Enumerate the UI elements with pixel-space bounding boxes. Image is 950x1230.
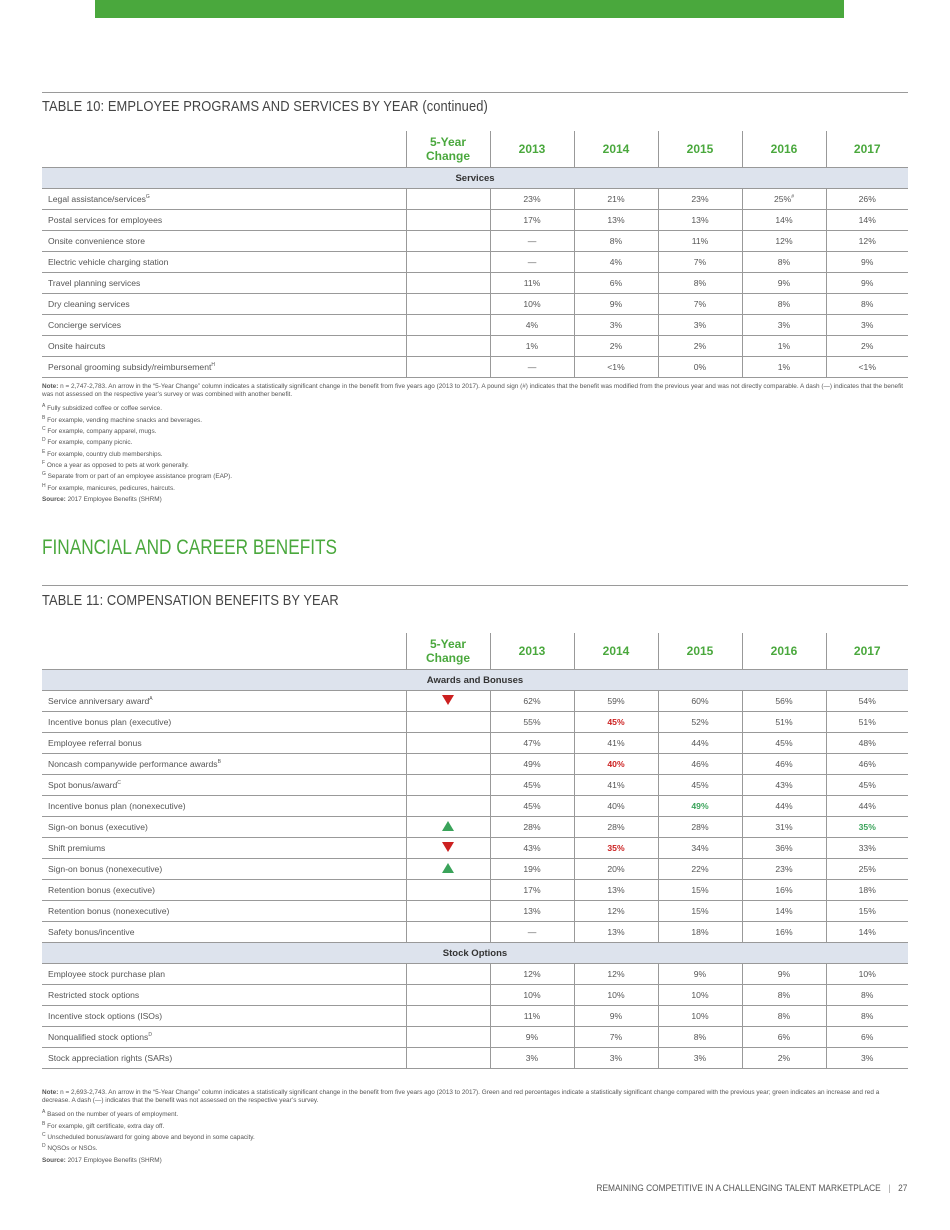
- table10-col-header-0: [42, 131, 406, 168]
- value-cell: 2%: [658, 336, 742, 357]
- table11-row: [42, 1027, 908, 1048]
- footer-separator: |: [887, 1183, 891, 1194]
- value-cell: 9%: [658, 964, 742, 985]
- value-cell: 47%: [490, 733, 574, 754]
- row-label: Service anniversary award$^A$: [42, 691, 406, 712]
- value-cell: 10%: [658, 1006, 742, 1027]
- value-cell: 23%: [490, 189, 574, 210]
- value-cell: 18%: [658, 922, 742, 943]
- five-year-change-cell: [406, 859, 490, 880]
- table10-footnote: $^A$ Fully subsidized coffee or coffee service.: [42, 403, 162, 413]
- value-cell: 26%: [826, 189, 908, 210]
- row-label: Retention bonus (executive): [42, 880, 406, 901]
- five-year-change-cell: [406, 775, 490, 796]
- table11-header-row: [42, 633, 908, 670]
- value-cell: <1%: [574, 357, 658, 378]
- value-cell: 8%: [826, 294, 908, 315]
- five-year-change-cell: [406, 189, 490, 210]
- value-cell: 3%: [574, 315, 658, 336]
- table11-row: [42, 775, 908, 796]
- value-cell: 3%: [658, 1048, 742, 1069]
- table10-col-header-2: 2013: [490, 131, 574, 168]
- five-year-change-cell: [406, 754, 490, 775]
- five-year-change-cell: [406, 336, 490, 357]
- row-label: Shift premiums: [42, 838, 406, 859]
- value-cell: 21%: [574, 189, 658, 210]
- row-label: Nonqualified stock options$^D$: [42, 1027, 406, 1048]
- table11-col-header-4: 2015: [658, 633, 742, 670]
- table10-footnote: $^H$ For example, manicures, pedicures, haircuts.: [42, 482, 175, 492]
- five-year-change-cell: [406, 294, 490, 315]
- value-cell: 45%: [574, 712, 658, 733]
- value-cell: 28%: [574, 817, 658, 838]
- value-cell: 3%: [658, 315, 742, 336]
- value-cell: 3%: [826, 1048, 908, 1069]
- row-label: Restricted stock options: [42, 985, 406, 1006]
- table11-row: [42, 964, 908, 985]
- five-year-change-cell: [406, 733, 490, 754]
- value-cell: 8%: [826, 985, 908, 1006]
- value-cell: 12%: [490, 964, 574, 985]
- five-year-change-cell: [406, 901, 490, 922]
- table10-footnote: $^E$ For example, country club memberships.: [42, 448, 163, 458]
- increase-arrow-icon: [442, 821, 454, 831]
- table11-row: [42, 922, 908, 943]
- value-cell: 4%: [574, 252, 658, 273]
- value-cell: 7%: [658, 294, 742, 315]
- value-cell: 28%: [490, 817, 574, 838]
- value-cell: 41%: [574, 775, 658, 796]
- table10-footnote: $^B$ For example, vending machine snacks and beverages.: [42, 414, 203, 424]
- value-cell: 45%: [826, 775, 908, 796]
- table10-footnotes: [42, 402, 908, 493]
- value-cell: 44%: [742, 796, 826, 817]
- value-cell: 11%: [658, 231, 742, 252]
- table10-footnote: $^D$ For example, company picnic.: [42, 437, 133, 447]
- top-green-bar: [95, 0, 844, 18]
- section-title: FINANCIAL AND CAREER BENEFITS: [42, 536, 338, 559]
- five-year-change-cell: [406, 796, 490, 817]
- row-label: Retention bonus (nonexecutive): [42, 901, 406, 922]
- row-label: Postal services for employees: [42, 210, 406, 231]
- value-cell: 17%: [490, 880, 574, 901]
- row-label: Sign-on bonus (executive): [42, 817, 406, 838]
- table11-row: [42, 754, 908, 775]
- value-cell: 13%: [574, 210, 658, 231]
- table11-row: [42, 1048, 908, 1069]
- value-cell: 9%: [826, 273, 908, 294]
- row-label: Travel planning services: [42, 273, 406, 294]
- page-number: 27: [897, 1183, 907, 1194]
- table10-footnote: $^G$ Separate from or part of an employee assistance program (EAP).: [42, 471, 233, 481]
- value-cell: 49%: [658, 796, 742, 817]
- value-cell: 3%: [742, 315, 826, 336]
- value-cell: 35%: [826, 817, 908, 838]
- value-cell: 3%: [574, 1048, 658, 1069]
- five-year-change-cell: [406, 985, 490, 1006]
- value-cell: 12%: [574, 901, 658, 922]
- table10-row: [42, 315, 908, 336]
- table11-row: [42, 880, 908, 901]
- row-label: Safety bonus/incentive: [42, 922, 406, 943]
- value-cell: 46%: [742, 754, 826, 775]
- value-cell: 13%: [658, 210, 742, 231]
- value-cell: 11%: [490, 273, 574, 294]
- table11-row: [42, 796, 908, 817]
- value-cell: 12%: [574, 964, 658, 985]
- table10-row: [42, 252, 908, 273]
- five-year-change-cell: [406, 210, 490, 231]
- row-label: Incentive stock options (ISOs): [42, 1006, 406, 1027]
- value-cell: 16%: [742, 880, 826, 901]
- table10-row: [42, 231, 908, 252]
- value-cell: —: [490, 231, 574, 252]
- value-cell: —: [490, 922, 574, 943]
- value-cell: 51%: [742, 712, 826, 733]
- five-year-change-cell: [406, 1027, 490, 1048]
- value-cell: 44%: [826, 796, 908, 817]
- table10-col-header-4: 2015: [658, 131, 742, 168]
- table11-footnote: $^D$ NQSOs or NSOs.: [42, 1143, 98, 1153]
- value-cell: 15%: [826, 901, 908, 922]
- value-cell: 3%: [490, 1048, 574, 1069]
- five-year-change-cell: [406, 252, 490, 273]
- value-cell: 13%: [574, 922, 658, 943]
- row-label: Onsite convenience store: [42, 231, 406, 252]
- table10-row: [42, 294, 908, 315]
- table11-row: [42, 859, 908, 880]
- page-footer: [596, 1183, 907, 1194]
- increase-arrow-icon: [442, 863, 454, 873]
- value-cell: 8%: [574, 231, 658, 252]
- value-cell: 9%: [574, 1006, 658, 1027]
- value-cell: 10%: [658, 985, 742, 1006]
- row-label: Concierge services: [42, 315, 406, 336]
- decrease-arrow-icon: [442, 842, 454, 852]
- value-cell: 6%: [826, 1027, 908, 1048]
- table10-notes: [42, 383, 908, 504]
- value-cell: 34%: [658, 838, 742, 859]
- five-year-change-cell: [406, 1048, 490, 1069]
- row-label: Incentive bonus plan (nonexecutive): [42, 796, 406, 817]
- value-cell: 56%: [742, 691, 826, 712]
- value-cell: 33%: [826, 838, 908, 859]
- table11-col-header-1: 5-Year Change: [406, 633, 490, 670]
- row-label: Noncash companywide performance awards$^B$: [42, 754, 406, 775]
- value-cell: 2%: [574, 336, 658, 357]
- table10-source: Source: 2017 Employee Benefits (SHRM): [42, 496, 162, 504]
- value-cell: 1%: [742, 357, 826, 378]
- row-label: Electric vehicle charging station: [42, 252, 406, 273]
- value-cell: 31%: [742, 817, 826, 838]
- value-cell: 14%: [742, 210, 826, 231]
- value-cell: 6%: [574, 273, 658, 294]
- table11-note: Note: n = 2,693-2,743. An arrow in the “5-Year Change” column indicates a statistically significant change in the benefit from five years ago (2013 to 2017). Green and red percentages indicate a statistically significant change compared with the previous year; green indicates an increase and red a decrease. A dash (—) indicates that the benefit was not assessed on the respective year’s survey.: [42, 1089, 880, 1105]
- value-cell: 28%: [658, 817, 742, 838]
- table11-footnote: $^B$ For example, gift certificate, extra day off.: [42, 1120, 165, 1130]
- five-year-change-cell: [406, 817, 490, 838]
- value-cell: 25%#: [742, 189, 826, 210]
- value-cell: 8%: [742, 252, 826, 273]
- table10-row: [42, 273, 908, 294]
- table10-footnote: $^F$ Once a year as opposed to pets at work generally.: [42, 460, 189, 470]
- table11-footnote: $^C$ Unscheduled bonus/award for going above and beyond in some capacity.: [42, 1132, 255, 1142]
- group-label: Services: [42, 168, 908, 189]
- value-cell: 2%: [742, 1048, 826, 1069]
- value-cell: 46%: [658, 754, 742, 775]
- table10: [42, 131, 908, 378]
- table10-col-header-6: 2017: [826, 131, 908, 168]
- decrease-arrow-icon: [442, 695, 454, 705]
- value-cell: 43%: [490, 838, 574, 859]
- table11-col-header-6: 2017: [826, 633, 908, 670]
- value-cell: 23%: [742, 859, 826, 880]
- five-year-change-cell: [406, 712, 490, 733]
- value-cell: 8%: [658, 273, 742, 294]
- value-cell: 46%: [826, 754, 908, 775]
- row-label: Personal grooming subsidy/reimbursement$^H$: [42, 357, 406, 378]
- value-cell: 55%: [490, 712, 574, 733]
- value-cell: 14%: [826, 210, 908, 231]
- row-label: Incentive bonus plan (executive): [42, 712, 406, 733]
- table11-col-header-0: [42, 633, 406, 670]
- five-year-change-cell: [406, 964, 490, 985]
- value-cell: 17%: [490, 210, 574, 231]
- value-cell: 9%: [826, 252, 908, 273]
- table11-col-header-3: 2014: [574, 633, 658, 670]
- value-cell: 13%: [574, 880, 658, 901]
- table11-footnotes: [42, 1108, 908, 1153]
- value-cell: 9%: [742, 964, 826, 985]
- value-cell: 9%: [490, 1027, 574, 1048]
- row-label: Spot bonus/award$^C$: [42, 775, 406, 796]
- row-label: Employee stock purchase plan: [42, 964, 406, 985]
- table10-row: [42, 357, 908, 378]
- value-cell: 7%: [574, 1027, 658, 1048]
- value-cell: 15%: [658, 880, 742, 901]
- table10-note: Note: n = 2,747-2,783. An arrow in the “5-Year Change” column indicates a statistically significant change in the benefit from five years ago (2013 to 2017). A pound sign (#) indicates that the benefit was modified from the previous year and was not directly comparable. A dash (—) indicates that the benefit was not assessed on the respective year’s survey or was combined with another benefit.: [42, 383, 904, 399]
- value-cell: <1%: [826, 357, 908, 378]
- row-label: Stock appreciation rights (SARs): [42, 1048, 406, 1069]
- value-cell: 16%: [742, 922, 826, 943]
- row-label: Legal assistance/services$^G$: [42, 189, 406, 210]
- value-cell: 7%: [658, 252, 742, 273]
- value-cell: 4%: [490, 315, 574, 336]
- row-label: Dry cleaning services: [42, 294, 406, 315]
- value-cell: 6%: [742, 1027, 826, 1048]
- five-year-change-cell: [406, 691, 490, 712]
- five-year-change-cell: [406, 273, 490, 294]
- value-cell: 8%: [742, 985, 826, 1006]
- value-cell: 10%: [490, 294, 574, 315]
- value-cell: 15%: [658, 901, 742, 922]
- table11-notes: [42, 1089, 908, 1165]
- table11-row: [42, 712, 908, 733]
- value-cell: 0%: [658, 357, 742, 378]
- value-cell: 8%: [658, 1027, 742, 1048]
- value-cell: 41%: [574, 733, 658, 754]
- value-cell: 60%: [658, 691, 742, 712]
- table10-col-header-5: 2016: [742, 131, 826, 168]
- table11-col-header-5: 2016: [742, 633, 826, 670]
- table11-row: [42, 817, 908, 838]
- table11-group-header: [42, 670, 908, 691]
- table11-row: [42, 985, 908, 1006]
- value-cell: 22%: [658, 859, 742, 880]
- five-year-change-cell: [406, 231, 490, 252]
- value-cell: 10%: [826, 964, 908, 985]
- value-cell: 12%: [742, 231, 826, 252]
- table10-row: [42, 189, 908, 210]
- table11-source: Source: 2017 Employee Benefits (SHRM): [42, 1156, 162, 1164]
- table11-title: TABLE 11: COMPENSATION BENEFITS BY YEAR: [42, 592, 339, 609]
- value-cell: 25%: [826, 859, 908, 880]
- group-label: Stock Options: [42, 943, 908, 964]
- value-cell: 13%: [490, 901, 574, 922]
- value-cell: 45%: [658, 775, 742, 796]
- value-cell: 3%: [826, 315, 908, 336]
- five-year-change-cell: [406, 922, 490, 943]
- value-cell: 14%: [742, 901, 826, 922]
- table10-row: [42, 210, 908, 231]
- value-cell: 14%: [826, 922, 908, 943]
- table11-row: [42, 691, 908, 712]
- value-cell: 9%: [574, 294, 658, 315]
- table11-group-header: [42, 943, 908, 964]
- value-cell: —: [490, 357, 574, 378]
- table11-row: [42, 1006, 908, 1027]
- table10-footnote: $^C$ For example, company apparel, mugs.: [42, 426, 157, 436]
- value-cell: 8%: [826, 1006, 908, 1027]
- value-cell: 43%: [742, 775, 826, 796]
- value-cell: 10%: [490, 985, 574, 1006]
- row-label: Onsite haircuts: [42, 336, 406, 357]
- table10-top-rule: [42, 92, 908, 93]
- row-label: Employee referral bonus: [42, 733, 406, 754]
- value-cell: 48%: [826, 733, 908, 754]
- value-cell: 36%: [742, 838, 826, 859]
- value-cell: 8%: [742, 294, 826, 315]
- value-cell: 2%: [826, 336, 908, 357]
- table11: [42, 633, 908, 1069]
- value-cell: 35%: [574, 838, 658, 859]
- value-cell: 45%: [490, 775, 574, 796]
- value-cell: 45%: [742, 733, 826, 754]
- row-label: Sign-on bonus (nonexecutive): [42, 859, 406, 880]
- value-cell: 49%: [490, 754, 574, 775]
- value-cell: 19%: [490, 859, 574, 880]
- value-cell: 52%: [658, 712, 742, 733]
- value-cell: 8%: [742, 1006, 826, 1027]
- value-cell: 10%: [574, 985, 658, 1006]
- five-year-change-cell: [406, 315, 490, 336]
- table11-col-header-2: 2013: [490, 633, 574, 670]
- five-year-change-cell: [406, 357, 490, 378]
- table10-col-header-1: 5-Year Change: [406, 131, 490, 168]
- table11-row: [42, 901, 908, 922]
- table10-title: TABLE 10: EMPLOYEE PROGRAMS AND SERVICES BY YEAR (continued): [42, 98, 488, 115]
- value-cell: 59%: [574, 691, 658, 712]
- value-cell: 40%: [574, 754, 658, 775]
- footer-text: REMAINING COMPETITIVE IN A CHALLENGING TALENT MARKETPLACE: [596, 1183, 881, 1194]
- table11-footnote: $^A$ Based on the number of years of employment.: [42, 1109, 179, 1119]
- value-cell: 44%: [658, 733, 742, 754]
- five-year-change-cell: [406, 880, 490, 901]
- table10-col-header-3: 2014: [574, 131, 658, 168]
- value-cell: 11%: [490, 1006, 574, 1027]
- table11-row: [42, 733, 908, 754]
- value-cell: 45%: [490, 796, 574, 817]
- group-label: Awards and Bonuses: [42, 670, 908, 691]
- value-cell: 54%: [826, 691, 908, 712]
- value-cell: 51%: [826, 712, 908, 733]
- table10-group-header: [42, 168, 908, 189]
- value-cell: 62%: [490, 691, 574, 712]
- value-cell: 1%: [490, 336, 574, 357]
- value-cell: 23%: [658, 189, 742, 210]
- table10-header-row: [42, 131, 908, 168]
- table11-top-rule: [42, 585, 908, 586]
- value-cell: 20%: [574, 859, 658, 880]
- table11-row: [42, 838, 908, 859]
- value-cell: —: [490, 252, 574, 273]
- value-cell: 12%: [826, 231, 908, 252]
- five-year-change-cell: [406, 1006, 490, 1027]
- value-cell: 40%: [574, 796, 658, 817]
- value-cell: 9%: [742, 273, 826, 294]
- value-cell: 1%: [742, 336, 826, 357]
- value-cell: 18%: [826, 880, 908, 901]
- five-year-change-cell: [406, 838, 490, 859]
- table10-row: [42, 336, 908, 357]
